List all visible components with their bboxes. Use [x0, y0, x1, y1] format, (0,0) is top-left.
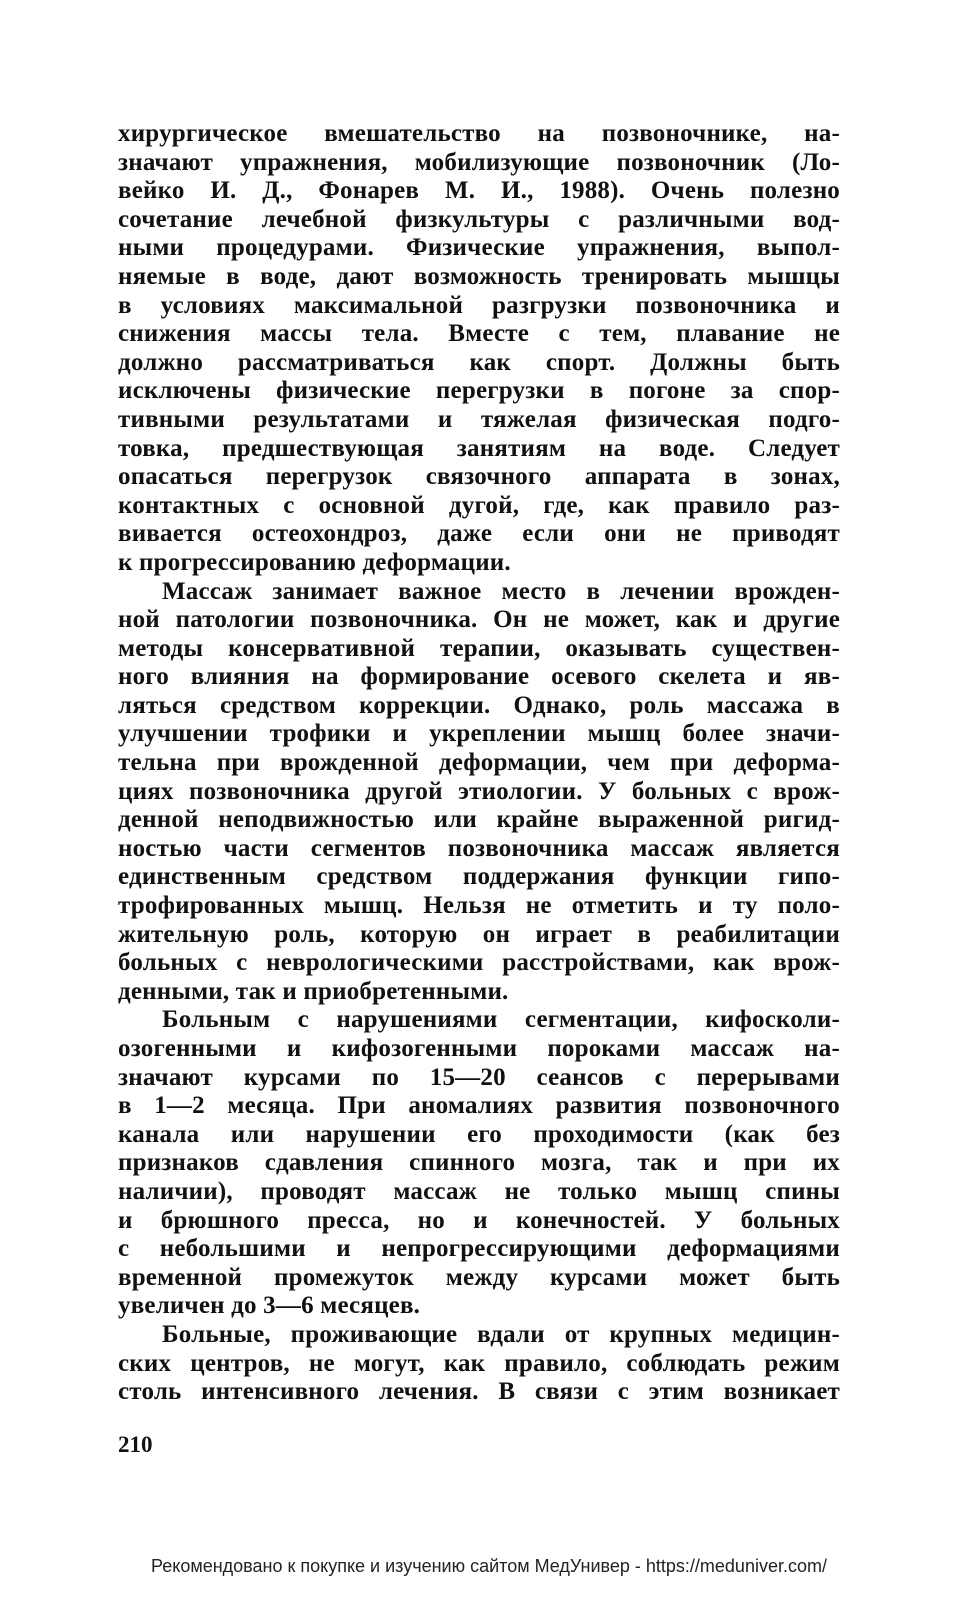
text-line: снижения массы тела. Вместе с тем, плавание не	[118, 320, 840, 348]
text-line: признаков сдавления спинного мозга, так и при их	[118, 1149, 840, 1177]
text-line: в условиях максимальной разгрузки позвоночника и	[118, 291, 840, 319]
text-line: товка, предшествующая занятиям на воде. Следует	[118, 434, 840, 462]
page-body-text	[118, 120, 840, 1407]
text-line: ских центров, не могут, как правило, соблюдать режим	[118, 1349, 840, 1377]
paragraph-first-line: Больным с нарушениями сегментации, кифосколи-	[162, 1006, 840, 1034]
text-line: значают курсами по 15—20 сеансов с перерывами	[118, 1063, 840, 1091]
text-line: должно рассматриваться как спорт. Должны быть	[118, 348, 840, 376]
text-line: к прогрессированию деформации.	[118, 548, 511, 576]
text-line: канала или нарушении его проходимости (как без	[118, 1120, 840, 1148]
text-line: значают упражнения, мобилизующие позвоночник (Ло-	[118, 148, 840, 176]
text-line: вивается остеохондроз, даже если они не приводят	[118, 520, 840, 548]
paragraph-first-line: Массаж занимает важное место в лечении врожден-	[162, 577, 840, 605]
page-number: 210	[118, 1432, 153, 1457]
text-line: хирургическое вмешательство на позвоночнике, на-	[118, 120, 840, 147]
text-line: ного влияния на формирование осевого скелета и яв-	[118, 663, 840, 691]
text-line: контактных с основной дугой, где, как правило раз-	[118, 491, 840, 519]
text-line: вейко И. Д., Фонарев М. И., 1988). Очень полезно	[118, 177, 840, 205]
text-line: наличии), проводят массаж не только мышц спины	[118, 1177, 840, 1205]
text-line: трофированных мышц. Нельзя не отметить и ту поло-	[118, 892, 840, 920]
text-line: тивными результатами и тяжелая физическая подго-	[118, 405, 840, 433]
text-line: столь интенсивного лечения. В связи с этим возникает	[118, 1378, 840, 1406]
paragraph-first-line: Больные, проживающие вдали от крупных медицин-	[162, 1320, 840, 1348]
text-line: ностью части сегментов позвоночника массаж является	[118, 834, 840, 862]
text-line: денными, так и приобретенными.	[118, 977, 509, 1005]
text-line: увеличен до 3—6 месяцев.	[118, 1292, 421, 1320]
text-line: сочетание лечебной физкультуры с различными вод-	[118, 205, 840, 233]
text-line: ляться средством коррекции. Однако, роль массажа в	[118, 691, 840, 719]
text-line: опасаться перегрузок связочного аппарата в зонах,	[118, 463, 840, 491]
text-line: няемые в воде, дают возможность тренировать мышцы	[118, 262, 840, 290]
text-line: больных с неврологическими расстройствами, как врож-	[118, 949, 840, 977]
text-line: улучшении трофики и укреплении мышц более значи-	[118, 720, 840, 748]
text-line: в 1—2 месяца. При аномалиях развития позвоночного	[118, 1092, 840, 1120]
text-line: жительную роль, которую он играет в реабилитации	[118, 920, 840, 948]
text-line: исключены физические перегрузки в погоне за спор-	[118, 377, 840, 405]
text-line: денной неподвижностью или крайне выраженной ригид-	[118, 806, 840, 834]
text-line: с небольшими и непрогрессирующими деформациями	[118, 1235, 840, 1263]
text-line: тельна при врожденной деформации, чем при деформа-	[118, 749, 840, 777]
text-line: методы консервативной терапии, оказывать существен-	[118, 634, 840, 662]
footer-note: Рекомендовано к покупке и изучению сайтом МедУнивер - https://meduniver.com/	[151, 1556, 827, 1576]
text-line: единственным средством поддержания функции гипо-	[118, 863, 840, 891]
text-line: временной промежуток между курсами может быть	[118, 1263, 840, 1291]
text-line: и брюшного пресса, но и конечностей. У больных	[118, 1206, 840, 1234]
text-line: циях позвоночника другой этиологии. У больных с врож-	[118, 777, 840, 805]
text-line: ной патологии позвоночника. Он не может, как и другие	[118, 606, 840, 634]
text-line: озогенными и кифозогенными пороками массаж на-	[118, 1035, 840, 1062]
text-line: ными процедурами. Физические упражнения, выпол-	[118, 234, 840, 262]
